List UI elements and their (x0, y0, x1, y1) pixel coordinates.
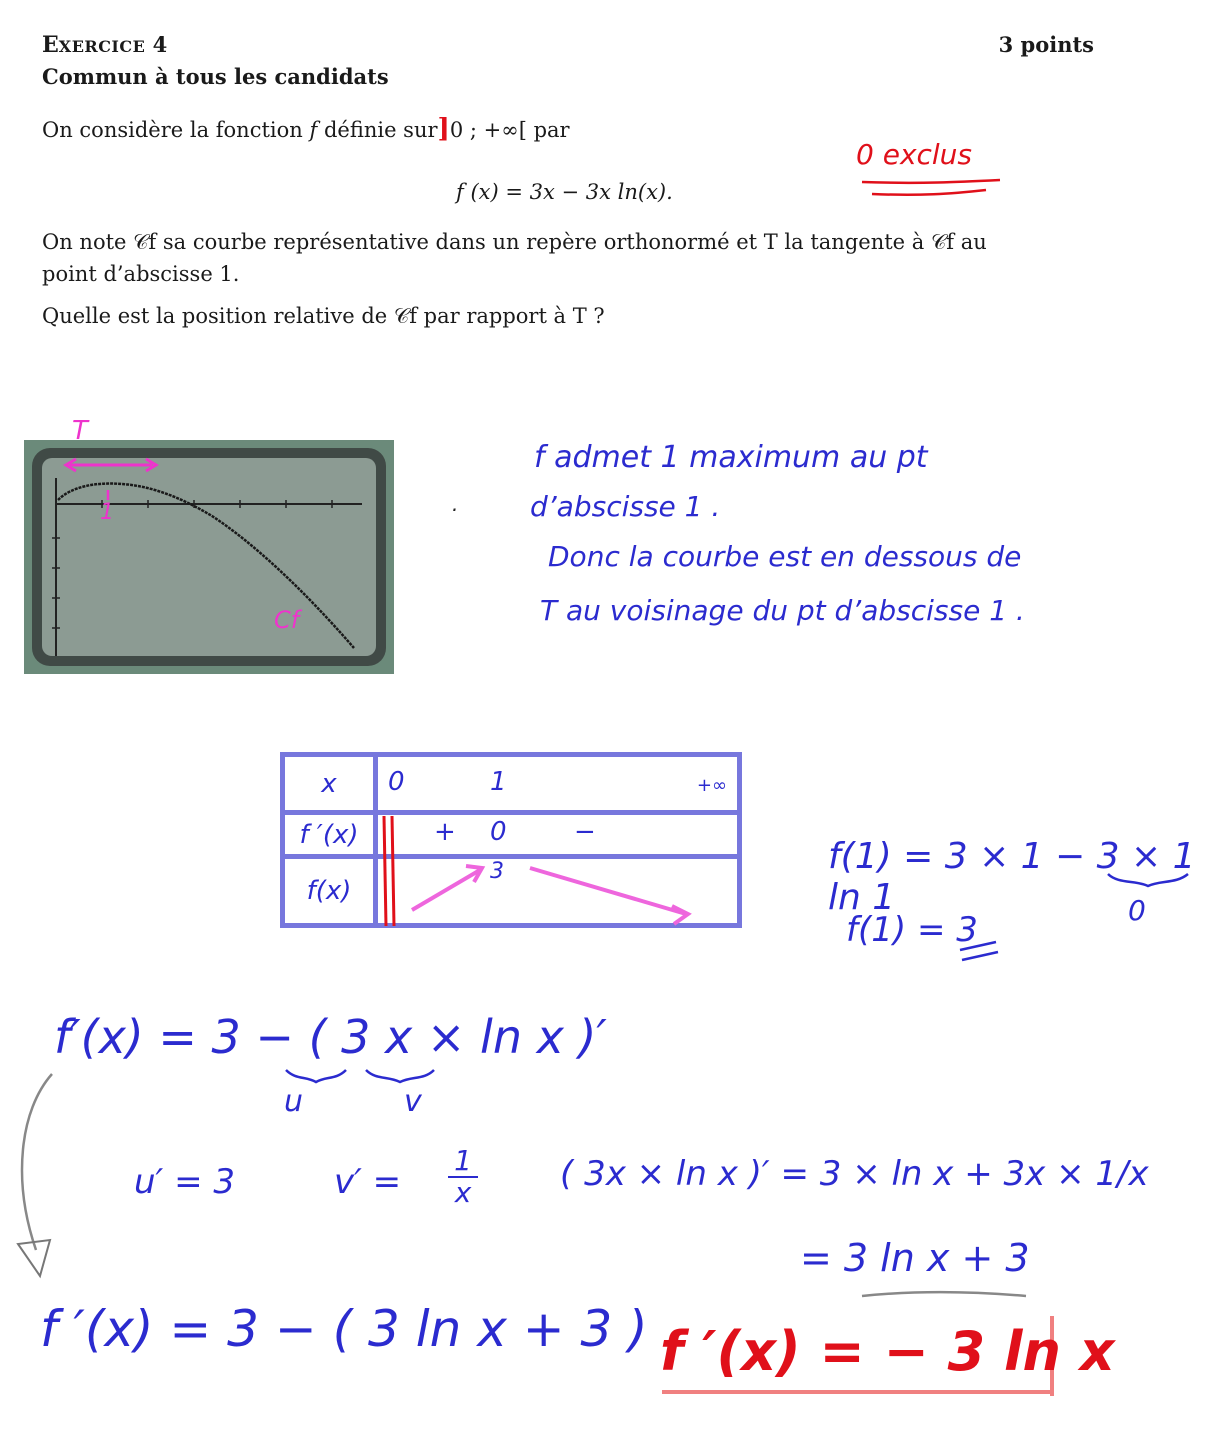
f-max-value: 3 (490, 859, 504, 884)
function-formula: f (x) = 3x − 3x ln(x). (456, 180, 673, 204)
conclusion-line-3: Donc la courbe est en dessous de (548, 540, 1022, 573)
statement-line-1: On considère la fonction f définie sur]0 ; +∞[ par (42, 114, 570, 144)
domain-bracket-highlight: ] (437, 114, 450, 144)
x-end: +∞ (696, 775, 727, 796)
sign-zero: 0 (490, 817, 507, 847)
graph-x-label: 1 (100, 500, 114, 525)
curve-label: Cf (274, 606, 300, 634)
u-label: u (284, 1084, 304, 1119)
stray-dot: . (452, 492, 459, 516)
final-result: f ′(x) = − 3 ln x (660, 1320, 1115, 1383)
table-label-f: f(x) (283, 857, 376, 926)
conclusion-line-4: T au voisinage du pt d’abscisse 1 . (540, 594, 1025, 627)
fprime-expanded: f ′(x) = 3 − ( 3 ln x + 3 ) (40, 1300, 648, 1358)
ln1-value: 0 (1128, 894, 1146, 927)
x-mid: 1 (490, 767, 507, 797)
table-label-x: x (283, 755, 376, 813)
f1-computation: f(1) = 3 × 1 − 3 × 1 ln 1 (828, 836, 1196, 918)
derivative-line: f′(x) = 3 − ( 3 x × ln x )′ (54, 1010, 607, 1064)
x-start: 0 (388, 767, 405, 797)
u-prime: u′ = 3 (134, 1162, 236, 1202)
sign-plus: + (434, 817, 456, 847)
tangent-label: T (72, 416, 88, 446)
v-label: v (404, 1084, 422, 1119)
v-prime-prefix: v′ = (334, 1162, 402, 1202)
statement-line-2: On note 𝒞f sa courbe représentative dans un repère orthonormé et T la tangente à 𝒞f au (42, 230, 987, 254)
sign-minus: − (574, 817, 596, 847)
product-derivative: ( 3x × ln x )′ = 3 × ln x + 3x × 1/x (560, 1154, 1149, 1194)
zero-excluded-note: 0 exclus (856, 138, 973, 171)
f1-result-row: f(1) = 3 (846, 910, 978, 950)
exercise-title: EXERCICE 4 (42, 32, 168, 58)
f1-result: 3 (956, 910, 978, 950)
v-prime-fraction: 1 x (448, 1146, 478, 1208)
question: Quelle est la position relative de 𝒞f par rapport à T ? (42, 304, 605, 328)
conclusion-line-2: d’abscisse 1 . (530, 490, 721, 523)
points-label: 3 points (998, 32, 1094, 57)
exercise-subtitle: Commun à tous les candidats (42, 64, 389, 89)
statement-line-3: point d’abscisse 1. (42, 262, 240, 286)
conclusion-line-1: f admet 1 maximum au pt (534, 440, 928, 475)
product-result: = 3 ln x + 3 (800, 1236, 1030, 1280)
table-label-fprime: f ′(x) (283, 813, 376, 857)
